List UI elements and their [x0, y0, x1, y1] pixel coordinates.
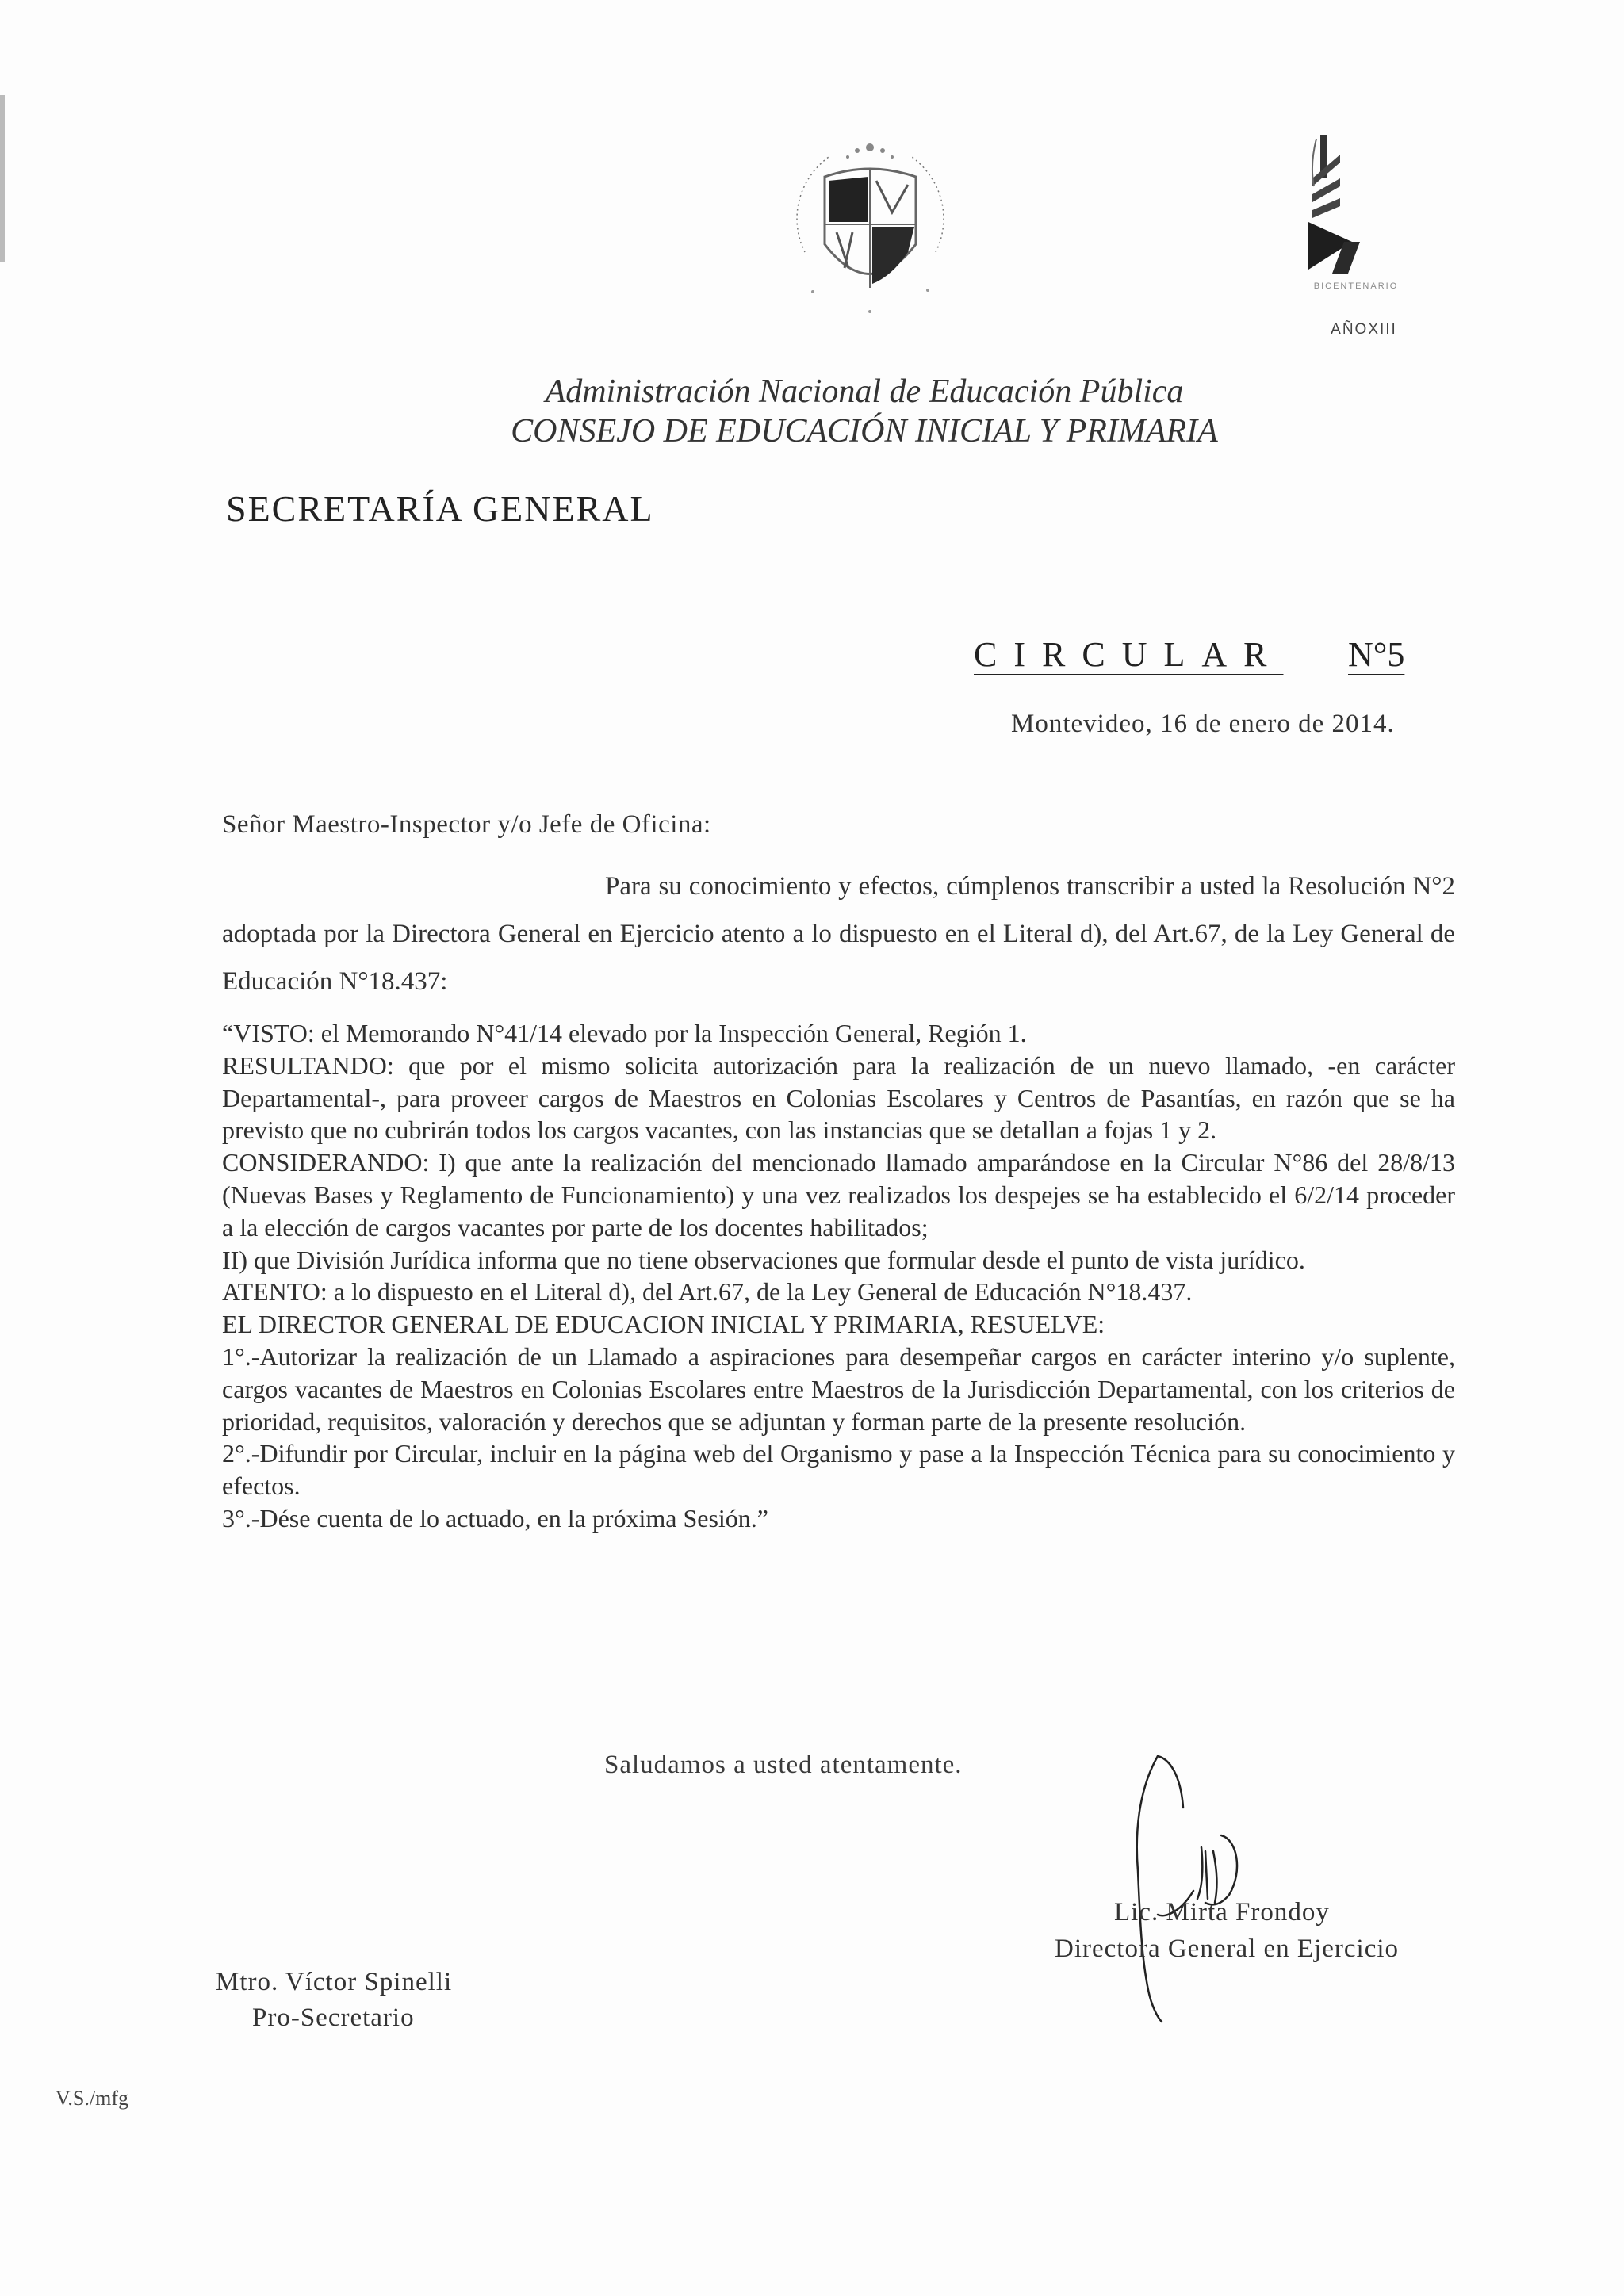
resolution-considerando-2: II) que División Jurídica informa que no tiene observaciones que formular desde el punto de vista jurídico.: [222, 1245, 1305, 1274]
signatory-right-name: Lic. Mirta Frondoy: [1114, 1898, 1330, 1927]
intro-paragraph: Para su conocimiento y efectos, cúmplenos transcribir a usted la Resolución N°2 adoptada por la Directora General en Ejercicio atento a lo dispuesto en el Literal d), del Art.67, de la Ley General de Educación N°18.437:: [222, 872, 1455, 996]
salutation: Señor Maestro-Inspector y/o Jefe de Oficina:: [222, 810, 711, 839]
resolution-text: [222, 1017, 1455, 1535]
signatory-left-title: Pro-Secretario: [252, 2003, 415, 2032]
logo-year: AÑOXIII: [1331, 321, 1397, 338]
coat-of-arms-emblem: [781, 133, 959, 323]
circular-title: CIRCULAR: [974, 635, 1284, 674]
bicentenario-logo-icon: [1265, 131, 1431, 281]
document-date: Montevideo, 16 de enero de 2014.: [1011, 710, 1395, 738]
resolution-resultando: RESULTANDO: que por el mismo solicita autorización para la realización de un nuevo llamado, -en carácter Departamental-, para proveer cargos de Maestros en Colonias Escolares y Centros de Pasantías, en razón que se ha previsto que no cubrirán todos los cargos vacantes, con las instancias que se detallan a fojas 1 y 2.: [222, 1050, 1455, 1145]
signatory-left-name: Mtro. Víctor Spinelli: [216, 1968, 453, 1996]
circular-number: N°5: [1348, 635, 1405, 674]
handwritten-signature: [1126, 1752, 1285, 2038]
resolution-item-1: 1°.-Autorizar la realización de un Llamado a aspiraciones para desempeñar cargos en carácter interino y/o suplente, cargos vacantes de Maestros en Colonias Escolares entre Maestros de la Jurisdicción Departamental, con los criterios de prioridad, requisitos, valoración y derechos que se adjuntan y forman parte de la presente resolución.: [222, 1341, 1455, 1436]
bicentenario-logo-text: BICENTENARIO: [1313, 281, 1399, 291]
resolution-atento: ATENTO: a lo dispuesto en el Literal d), del Art.67, de la Ley General de Educación N°18.437.: [222, 1277, 1193, 1307]
resolution-visto: “VISTO: el Memorando N°41/14 elevado por la Inspección General, Región 1.: [222, 1019, 1027, 1047]
agency-name: Administración Nacional de Educación Pública: [545, 373, 1184, 410]
council-name: CONSEJO DE EDUCACIÓN INICIAL Y PRIMARIA: [511, 413, 1218, 450]
signatory-right-title: Directora General en Ejercicio: [1055, 1934, 1400, 1963]
resolution-item-3: 3°.-Dése cuenta de lo actuado, en la próxima Sesión.”: [222, 1503, 768, 1533]
bicentenario-logo: [1265, 131, 1431, 345]
reference-initials: V.S./mfg: [56, 2087, 128, 2110]
closing-line: Saludamos a usted atentamente.: [604, 1751, 963, 1779]
resolution-resuelve: EL DIRECTOR GENERAL DE EDUCACION INICIAL Y PRIMARIA, RESUELVE:: [222, 1310, 1105, 1339]
scan-edge-mark: [0, 95, 5, 262]
office-name: SECRETARÍA GENERAL: [226, 488, 654, 529]
resolution-considerando-1: CONSIDERANDO: I) que ante la realización del mencionado llamado amparándose en la Circular N°86 del 28/8/13 (Nuevas Bases y Reglamento de Funcionamiento) y una vez realizados los despejes se ha establecido el 6/2/14 proceder a la elección de cargos vacantes por parte de los docentes habilitados;: [222, 1148, 1455, 1242]
resolution-item-2: 2°.-Difundir por Circular, incluir en la página web del Organismo y pase a la Inspección Técnica para su conocimiento y efectos.: [222, 1439, 1455, 1501]
